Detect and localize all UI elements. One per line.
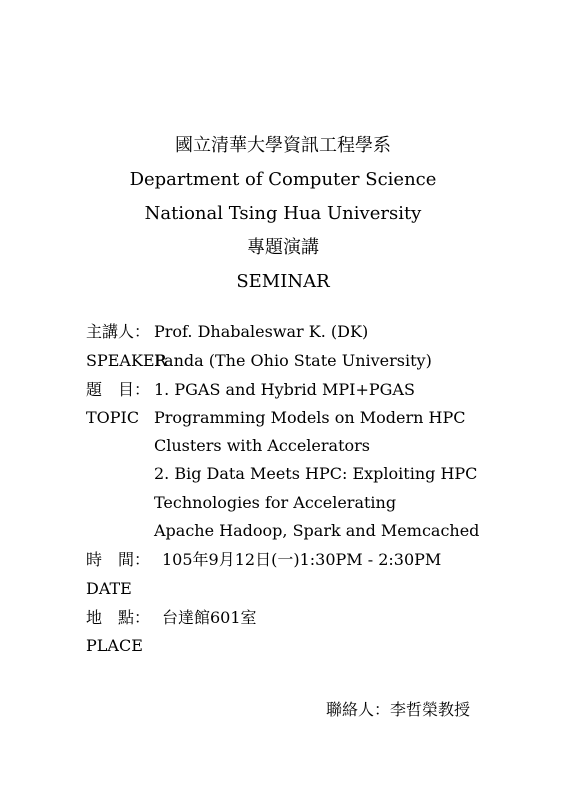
- topic-line: 2. Big Data Meets HPC: Exploiting HPC: [154, 464, 478, 483]
- topic-label-en: TOPIC: [86, 408, 140, 427]
- date-label-zh: 時 間：: [86, 550, 151, 569]
- department-name-zh: 國立清華大學資訊工程學系: [175, 135, 391, 156]
- place-label-en: PLACE: [86, 636, 143, 655]
- speaker-label-zh: 主講人：: [86, 322, 151, 341]
- topic-line: Programming Models on Modern HPC: [154, 408, 466, 427]
- topic-line: 1. PGAS and Hybrid MPI+PGAS: [154, 380, 415, 399]
- topic-line: Apache Hadoop, Spark and Memcached: [154, 521, 480, 540]
- speaker-name: Prof. Dhabaleswar K. (DK): [154, 322, 369, 341]
- topic-line: Clusters with Accelerators: [154, 436, 370, 455]
- date-value: 105年9月12日(一)1:30PM - 2:30PM: [162, 550, 442, 569]
- place-label-zh: 地 點：: [86, 608, 151, 627]
- department-name-en: Department of Computer Science: [129, 169, 437, 190]
- date-label-en: DATE: [86, 579, 132, 598]
- place-value: 台達館601室: [162, 608, 257, 627]
- topic-line: Technologies for Accelerating: [154, 493, 397, 512]
- speaker-affiliation: Panda (The Ohio State University): [154, 351, 432, 370]
- university-name-en: National Tsing Hua University: [144, 203, 422, 224]
- contact-person: 聯絡人：李哲榮教授: [325, 700, 470, 719]
- topic-label-zh: 題 目：: [86, 380, 151, 399]
- seminar-title-en: SEMINAR: [236, 271, 330, 292]
- speaker-label-en: SPEAKER: [86, 351, 167, 370]
- seminar-title-zh: 專題演講: [247, 237, 319, 258]
